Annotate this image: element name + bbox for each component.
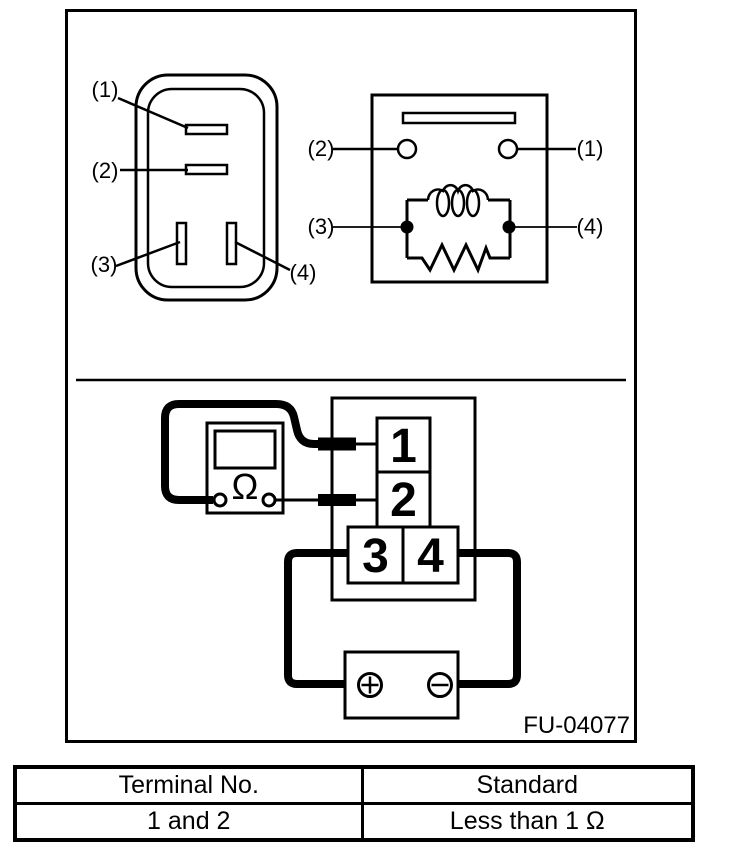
ohm-symbol: Ω (231, 466, 259, 507)
spec-value-standard: Less than 1 Ω (362, 804, 693, 841)
terminal-number-3: 3 (362, 530, 389, 583)
terminal-number-1: 1 (390, 420, 417, 473)
specification-table (13, 765, 695, 842)
mounting-slot (403, 113, 515, 123)
pin-label-1: (1) (91, 77, 119, 102)
ohmmeter-display (215, 431, 275, 468)
spec-value-row (15, 804, 693, 841)
schematic-label-1: (1) (576, 136, 604, 161)
schematic-label-4: (4) (576, 214, 604, 239)
terminal-slot-1 (186, 125, 227, 134)
spec-header-standard: Standard (362, 767, 693, 804)
spec-header-row (15, 767, 693, 804)
terminal-node-3 (401, 221, 414, 234)
terminal-slot-4 (227, 223, 236, 264)
schematic-label-2: (2) (307, 136, 335, 161)
figure-code: FU-04077 (523, 712, 630, 739)
ohmmeter-jack-right (263, 494, 275, 506)
connector-outer-body (136, 75, 277, 300)
spec-header-terminal: Terminal No. (15, 767, 362, 804)
ohmmeter-jack-left (214, 494, 226, 506)
pin-label-4: (4) (289, 260, 317, 285)
terminal-number-4: 4 (417, 530, 444, 583)
schematic-label-3: (3) (307, 214, 335, 239)
terminal-number-2: 2 (390, 474, 417, 527)
relay-schematic-view (308, 95, 604, 282)
terminal-slot-2 (186, 165, 227, 174)
connector-front-view (91, 75, 317, 300)
ohmmeter (207, 423, 283, 513)
contact-pin-circle-1 (499, 140, 517, 158)
pin-label-2: (2) (91, 158, 119, 183)
resistance-test-view (165, 398, 517, 718)
battery (345, 652, 458, 718)
contact-pin-circle-2 (398, 140, 416, 158)
pin-label-3: (3) (90, 252, 118, 277)
probe-tip-1 (318, 438, 356, 451)
probe-tip-2 (318, 494, 356, 506)
spec-value-terminal: 1 and 2 (15, 804, 362, 841)
terminal-node-4 (503, 221, 516, 234)
